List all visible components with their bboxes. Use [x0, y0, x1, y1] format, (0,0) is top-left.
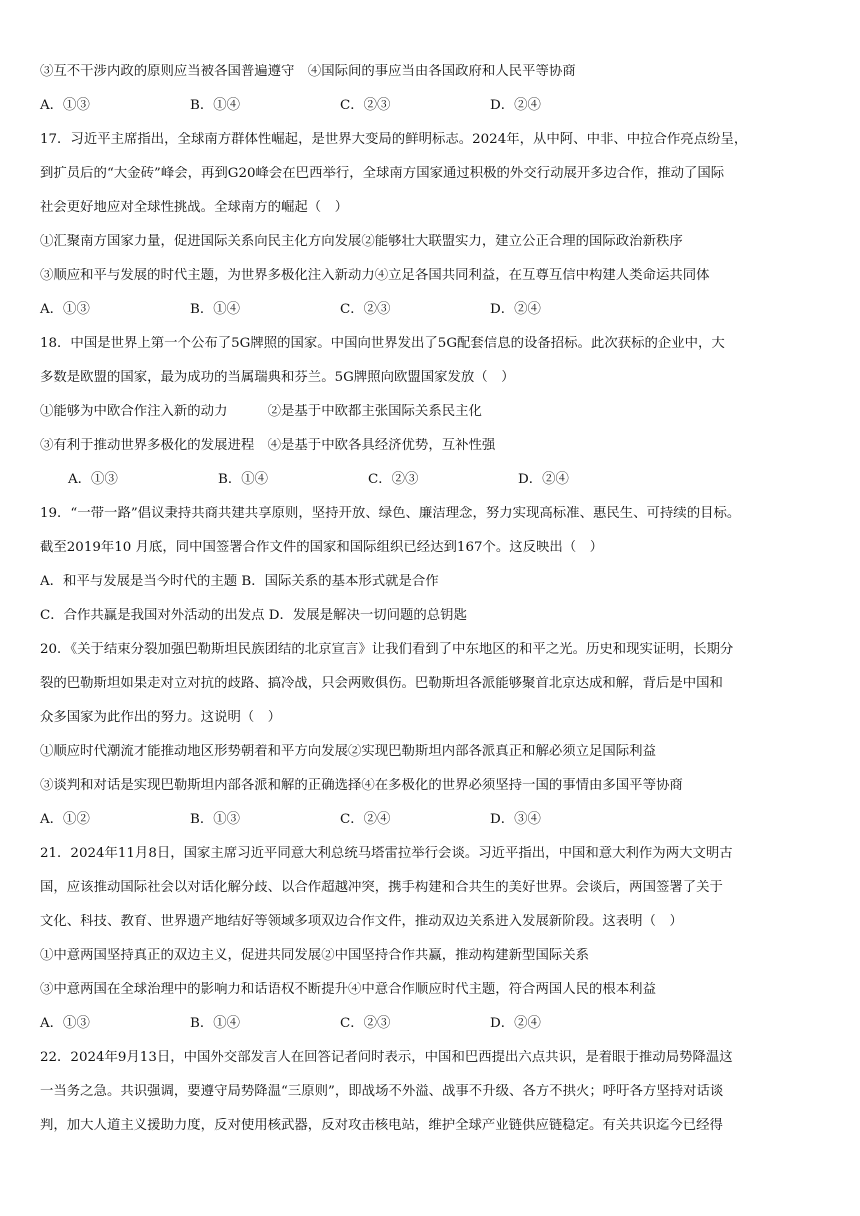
q20-option-b[interactable]: B．①③ [190, 812, 241, 827]
q16-statement-line: ③互不干涉内政的原则应当被各国普遍遵守 ④国际间的事应当由各国政府和人民平等协商 [40, 64, 576, 79]
q17-line-4: ①汇聚南方国家力量，促进国际关系向民主化方向发展②能够壮大联盟实力，建立公正合理的国际政治新秩序 [40, 234, 683, 249]
q20-line-4: ①顺应时代潮流才能推动地区形势朝着和平方向发展②实现巴勒斯坦内部各派真正和解必须立足国际利益 [40, 744, 656, 759]
q19-line-1: 19．“一带一路”倡议秉持共商共建共享原则，坚持开放、绿色、廉洁理念，努力实现高标准、惠民生、可持续的目标。 [40, 506, 741, 521]
q21-line-1: 21．2024年11月8日，国家主席习近平同意大利总统马塔雷拉举行会谈。习近平指出，中国和意大利作为两大文明古 [40, 846, 733, 861]
q21-options [40, 1016, 826, 1032]
q16-option-a[interactable]: A．①③ [40, 98, 90, 113]
q17-line-5: ③顺应和平与发展的时代主题，为世界多极化注入新动力④立足各国共同利益，在互尊互信中构建人类命运共同体 [40, 268, 710, 283]
q21-line-5: ③中意两国在全球治理中的影响力和话语权不断提升④中意合作顺应时代主题，符合两国人民的根本利益 [40, 982, 656, 997]
q17-line-2: 到扩员后的“大金砖”峰会，再到G20峰会在巴西举行，全球南方国家通过积极的外交行动展开多边合作，推动了国际 [40, 166, 725, 181]
q20-line-1: 20．《关于结束分裂加强巴勒斯坦民族团结的北京宣言》让我们看到了中东地区的和平之光。历史和现实证明，长期分 [40, 642, 734, 657]
q19-options-cd[interactable]: C．合作共赢是我国对外活动的出发点 D．发展是解决一切问题的总钥匙 [40, 608, 467, 623]
q17-option-b[interactable]: B．①④ [190, 302, 241, 317]
q19-line-2: 截至2019年10 月底，同中国签署合作文件的国家和国际组织已经达到167个。这反映出（ ） [40, 540, 603, 555]
exam-page [40, 64, 826, 1152]
q20-option-c[interactable]: C．②④ [340, 812, 391, 827]
q21-option-c[interactable]: C．②③ [340, 1016, 391, 1031]
q16-options [40, 98, 826, 114]
q21-line-4: ①中意两国坚持真正的双边主义，促进共同发展②中国坚持合作共赢，推动构建新型国际关系 [40, 948, 590, 963]
q18-option-c[interactable]: C．②③ [368, 472, 419, 487]
question-21 [40, 846, 826, 1032]
q18-line-4: ③有利于推动世界多极化的发展进程 ④是基于中欧各具经济优势，互补性强 [40, 438, 496, 453]
q17-options [40, 302, 826, 318]
question-20 [40, 642, 826, 828]
question-22 [40, 1050, 826, 1134]
q21-option-a[interactable]: A．①③ [40, 1016, 90, 1031]
q17-option-c[interactable]: C．②③ [340, 302, 391, 317]
q22-line-1: 22．2024年9月13日，中国外交部发言人在回答记者问时表示，中国和巴西提出六点共识，是着眼于推动局势降温这 [40, 1050, 733, 1065]
q18-option-d[interactable]: D．②④ [518, 472, 569, 487]
q22-line-3: 判，加大人道主义援助力度，反对使用核武器，反对攻击核电站，维护全球产业链供应链稳定。有关共识迄今已经得 [40, 1118, 723, 1133]
q18-line-2: 多数是欧盟的国家，最为成功的当属瑞典和芬兰。5G牌照向欧盟国家发放（ ） [40, 370, 515, 385]
q20-options [40, 812, 826, 828]
q18-option-a[interactable]: A．①③ [68, 472, 118, 487]
q20-line-3: 众多国家为此作出的努力。这说明（ ） [40, 710, 282, 725]
question-18 [40, 336, 826, 488]
q20-line-2: 裂的巴勒斯坦如果走对立对抗的歧路、搞冷战，只会两败俱伤。巴勒斯坦各派能够聚首北京达成和解，背后是中国和 [40, 676, 723, 691]
q16-option-d[interactable]: D．②④ [490, 98, 541, 113]
q17-line-3: 社会更好地应对全球性挑战。全球南方的崛起（ ） [40, 200, 348, 215]
q16-option-c[interactable]: C．②③ [340, 98, 391, 113]
question-19 [40, 506, 826, 624]
q21-line-3: 文化、科技、教育、世界遗产地结好等领域多项双边合作文件，推动双边关系进入发展新阶段。这表明（ ） [40, 914, 683, 929]
q21-line-2: 国，应该推动国际社会以对话化解分歧、以合作超越冲突，携手构建和合共生的美好世界。会谈后，两国签署了关于 [40, 880, 723, 895]
q18-line-1: 18．中国是世界上第一个公布了5G牌照的国家。中国向世界发出了5G配套信息的设备招标。此次获标的企业中，大 [40, 336, 725, 351]
q21-option-d[interactable]: D．②④ [490, 1016, 541, 1031]
q19-options-ab[interactable]: A．和平与发展是当今时代的主题 B．国际关系的基本形式就是合作 [40, 574, 439, 589]
q22-line-2: 一当务之急。共识强调，要遵守局势降温“三原则”，即战场不外溢、战事不升级、各方不拱火；呼吁各方坚持对话谈 [40, 1084, 724, 1099]
q16-option-b[interactable]: B．①④ [190, 98, 241, 113]
q18-line-3: ①能够为中欧合作注入新的动力 ②是基于中欧都主张国际关系民主化 [40, 404, 482, 419]
q18-option-b[interactable]: B．①④ [218, 472, 269, 487]
q17-option-a[interactable]: A．①③ [40, 302, 90, 317]
q21-option-b[interactable]: B．①④ [190, 1016, 241, 1031]
question-16-tail [40, 64, 826, 114]
q17-option-d[interactable]: D．②④ [490, 302, 541, 317]
q20-option-d[interactable]: D．③④ [490, 812, 541, 827]
q20-line-5: ③谈判和对话是实现巴勒斯坦内部各派和解的正确选择④在多极化的世界必须坚持一国的事情由多国平等协商 [40, 778, 683, 793]
q20-option-a[interactable]: A．①② [40, 812, 90, 827]
q18-options [40, 472, 826, 488]
q17-line-1: 17．习近平主席指出，全球南方群体性崛起，是世界大变局的鲜明标志。2024年，从中阿、中非、中拉合作亮点纷呈， [40, 132, 748, 147]
question-17 [40, 132, 826, 318]
